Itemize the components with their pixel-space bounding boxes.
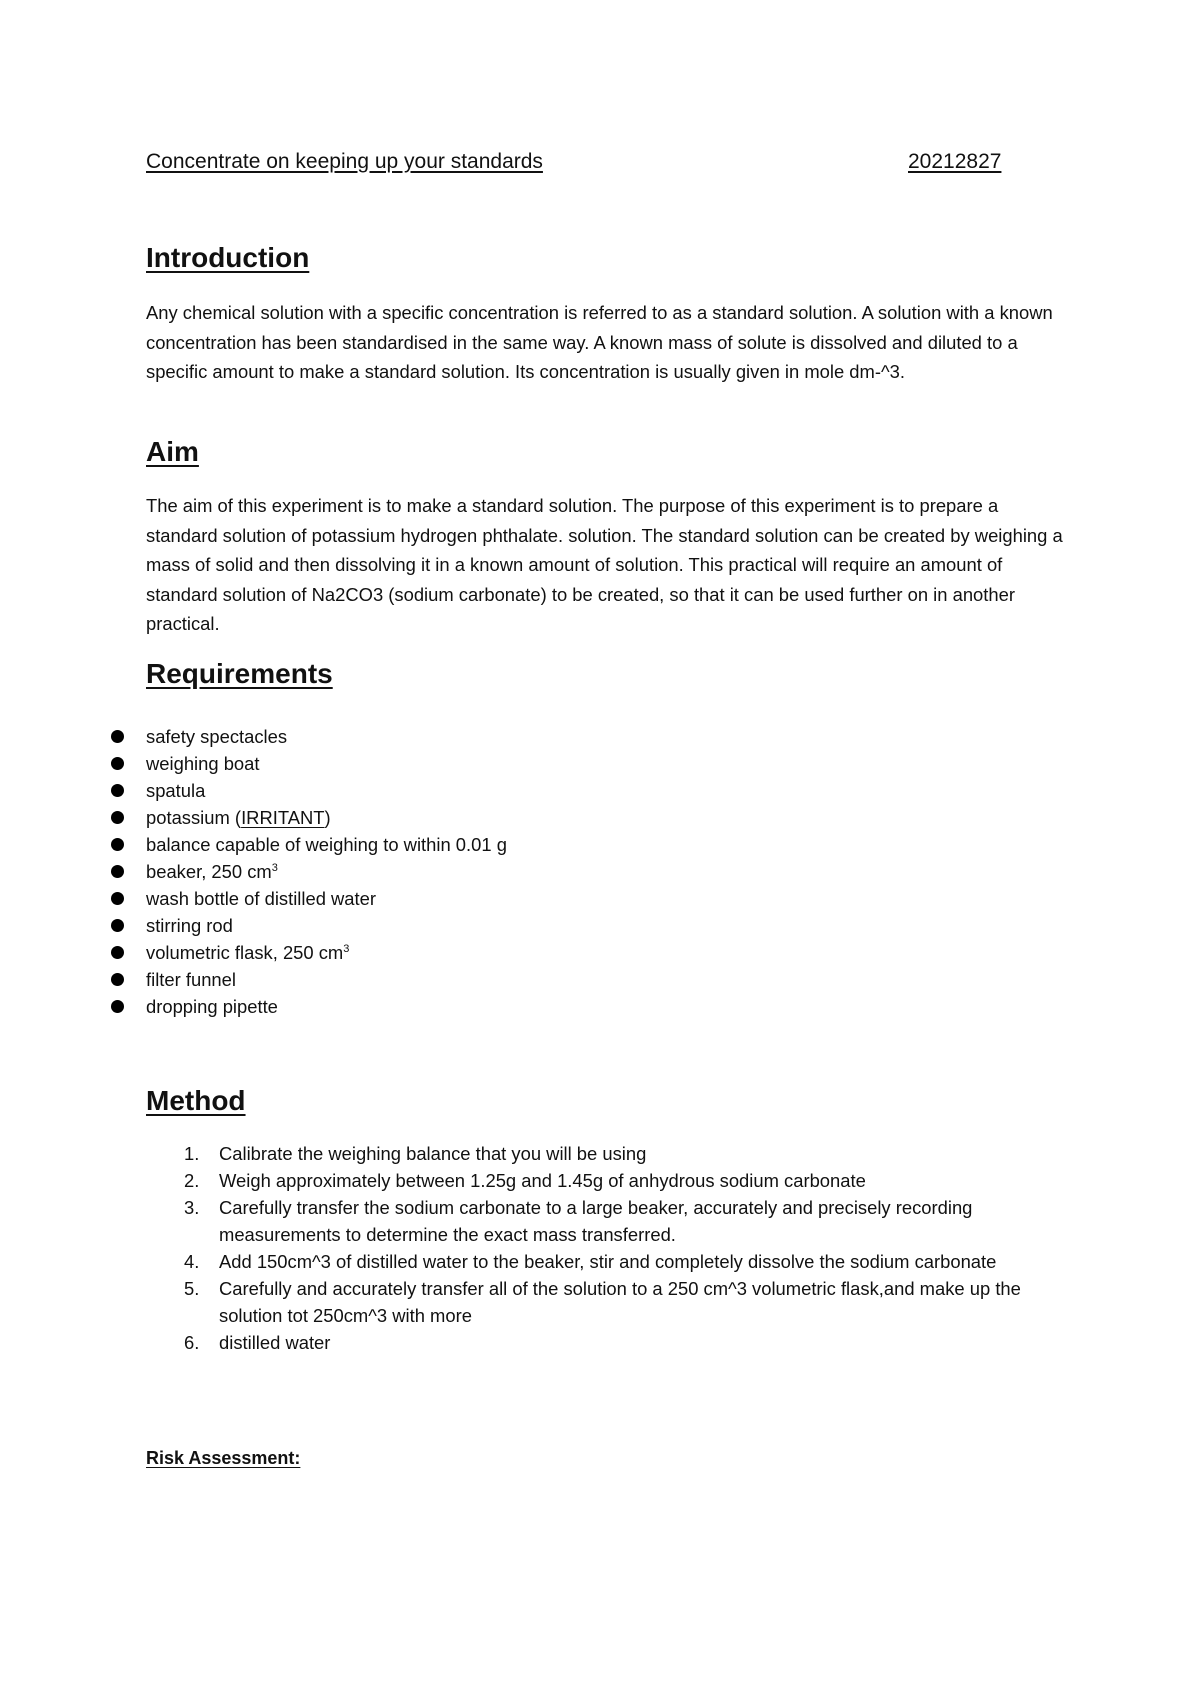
step-number: 5. [184, 1278, 200, 1299]
bullet-icon [111, 973, 124, 986]
bullet-icon [111, 757, 124, 770]
requirement-item [0, 912, 507, 939]
step-number: 6. [184, 1332, 200, 1353]
requirement-text: safety spectacles [146, 726, 288, 747]
requirement-item [0, 804, 507, 831]
bullet-icon [111, 784, 124, 797]
requirement-item [0, 966, 507, 993]
document-title: Concentrate on keeping up your standards [146, 150, 543, 173]
requirement-item [0, 939, 507, 966]
method-step [146, 1194, 1076, 1248]
step-text: Weigh approximately between 1.25g and 1.45g of anhydrous sodium carbonate [219, 1170, 866, 1191]
requirements-heading: Requirements [146, 658, 333, 689]
bullet-icon [111, 1000, 124, 1013]
bullet-icon [111, 946, 124, 959]
requirement-text: stirring rod [146, 915, 233, 936]
method-step [146, 1167, 1076, 1194]
requirement-text-suffix: ) [324, 807, 331, 828]
method-list [146, 1140, 1076, 1356]
step-text: Add 150cm^3 of distilled water to the beaker, stir and completely dissolve the sodium carbonate [219, 1251, 997, 1272]
method-heading: Method [146, 1085, 246, 1116]
requirement-item [0, 885, 507, 912]
requirement-item [0, 723, 507, 750]
requirement-item [0, 858, 507, 885]
step-text: distilled water [219, 1332, 331, 1353]
method-step [146, 1329, 1076, 1356]
step-number: 1. [184, 1143, 200, 1164]
method-step [146, 1248, 1076, 1275]
requirement-text: beaker, 250 cm [146, 861, 272, 882]
student-id: 20212827 [908, 150, 1002, 173]
requirement-item [0, 831, 507, 858]
hazard-label: IRRITANT [241, 807, 325, 828]
bullet-icon [111, 865, 124, 878]
bullet-icon [111, 730, 124, 743]
superscript: 3 [271, 861, 278, 874]
requirement-item [0, 750, 507, 777]
requirement-text: balance capable of weighing to within 0.01 g [146, 834, 507, 855]
aim-body: The aim of this experiment is to make a standard solution. The purpose of this experiment is to prepare a standard solution of potassium hydrogen phthalate. solution. The standard solution can be created by weighing a mass of solid and then dissolving it in a known amount of solution. This practical will require an amount of standard solution of Na2CO3 (sodium carbonate) to be created, so that it can be used further on in another practical. [146, 495, 1063, 634]
risk-assessment-heading: Risk Assessment: [146, 1448, 301, 1468]
requirement-item [0, 993, 507, 1020]
step-text: Carefully and accurately transfer all of the solution to a 250 cm^3 volumetric flask,and make up the solution tot 250cm^3 with more [219, 1278, 1021, 1326]
step-number: 4. [184, 1251, 200, 1272]
requirement-text: filter funnel [146, 969, 236, 990]
bullet-icon [111, 892, 124, 905]
requirement-text: weighing boat [146, 753, 260, 774]
bullet-icon [111, 838, 124, 851]
step-number: 3. [184, 1197, 200, 1218]
introduction-body: Any chemical solution with a specific concentration is referred to as a standard solution. A solution with a known concentration has been standardised in the same way. A known mass of solute is dissolved and diluted to a specific amount to make a standard solution. Its concentration is usually given in mole dm-^3. [146, 302, 1053, 382]
bullet-icon [111, 919, 124, 932]
requirement-text: volumetric flask, 250 cm [146, 942, 344, 963]
requirement-text: spatula [146, 780, 206, 801]
requirement-text: dropping pipette [146, 996, 278, 1017]
method-step [146, 1275, 1076, 1329]
introduction-heading: Introduction [146, 242, 310, 273]
aim-heading: Aim [146, 436, 199, 467]
method-step [146, 1140, 1076, 1167]
requirement-text: potassium ( [146, 807, 242, 828]
step-text: Calibrate the weighing balance that you will be using [219, 1143, 647, 1164]
step-text: Carefully transfer the sodium carbonate to a large beaker, accurately and precisely recording measurements to determine the exact mass transferred. [219, 1197, 973, 1245]
superscript: 3 [343, 942, 350, 955]
step-number: 2. [184, 1170, 200, 1191]
bullet-icon [111, 811, 124, 824]
requirements-list [0, 723, 507, 1020]
requirement-item [0, 777, 507, 804]
requirement-text: wash bottle of distilled water [146, 888, 376, 909]
